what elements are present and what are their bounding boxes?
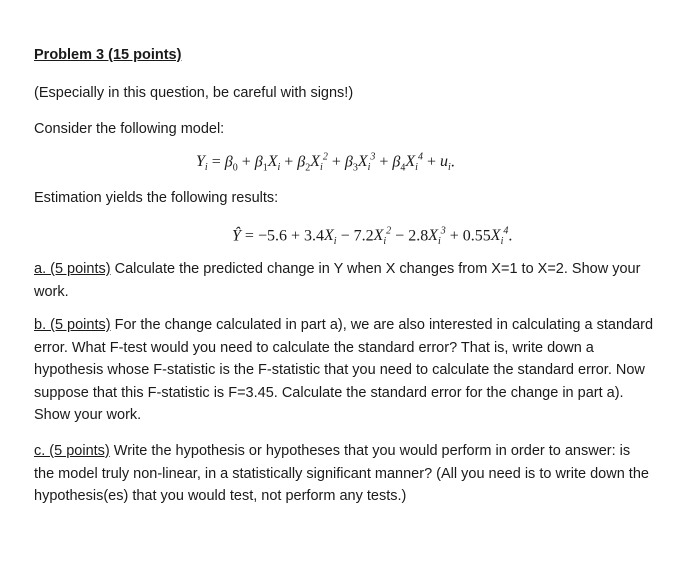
part-a-label: a. (5 points) [34, 261, 111, 277]
coef3-value: 2.8 [408, 227, 429, 245]
coef4-value: 0.55 [462, 227, 491, 245]
part-c [34, 440, 654, 508]
part-b-text: For the change calculated in part a), we are also interested in calculating a standard error. What F-test would you need to calculate the standard error? That is, write down a hypothesis whose F-statistic is the F-statistic that you need to calculate the standard error. Now suppose that this F-statistic is F=3.45. Calculate the standard error for the change in part a). Show your work. [34, 317, 654, 423]
part-a-text: Calculate the predicted change in Y when X changes from X=1 to X=2. Show your work. [34, 261, 641, 300]
problem-title: Problem 3 (15 points) [34, 47, 182, 63]
part-c-label: c. (5 points) [34, 443, 110, 459]
part-b-label: b. (5 points) [34, 317, 111, 333]
estimated-equation: Ŷ = $-5.6 + 3.4X_i - 7.2X_i^2 - 2.8X_i^3 + 0.55X_i^4$. [232, 226, 513, 248]
part-c-text: Write the hypothesis or hypotheses that you would perform in order to answer: is the model truly non-linear, in a statistically significant manner? (All you need is to write down the hypothesis(es) that you would test, not perform any tests.) [34, 443, 649, 504]
coef1-value: 3.4 [304, 227, 324, 245]
part-a [34, 258, 654, 303]
caution-note: (Especially in this question, be careful with signs!) [34, 85, 354, 101]
model-equation: $Y_i = \beta_0 + \beta_1X_i + \beta_2X_i^2 + \beta_3X_i^3 + \beta_4X_i^4 + u_i$. [196, 152, 455, 174]
part-b [34, 314, 654, 427]
estimation-intro: Estimation yields the following results: [34, 190, 279, 206]
coef2-value: 7.2 [353, 227, 374, 245]
intercept-value: −5.6 [257, 227, 287, 245]
model-intro: Consider the following model: [34, 121, 225, 137]
